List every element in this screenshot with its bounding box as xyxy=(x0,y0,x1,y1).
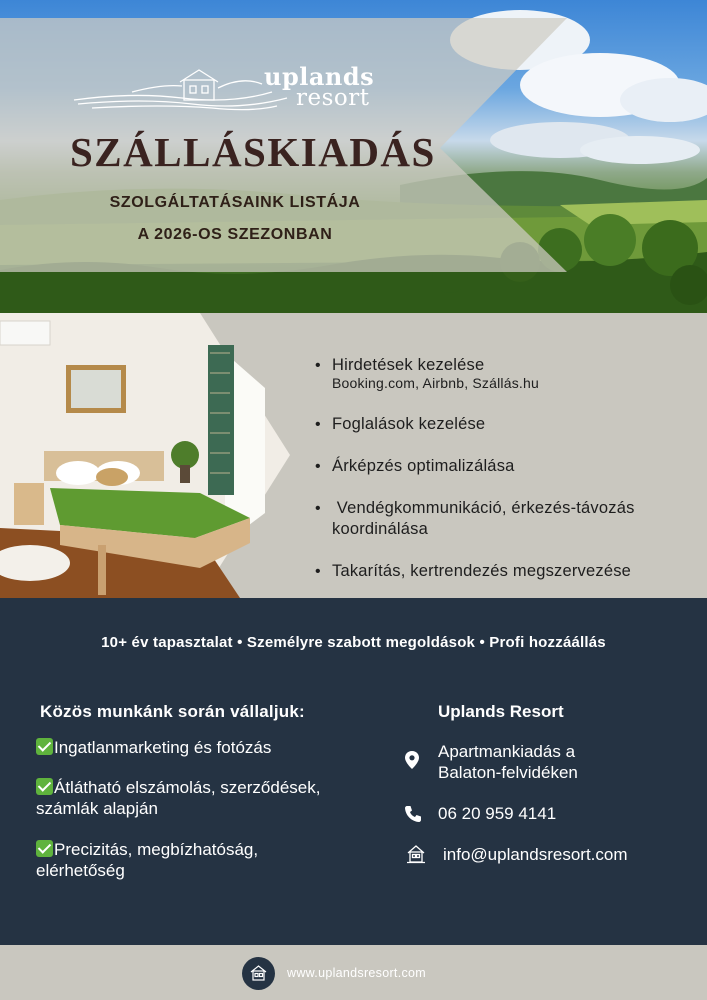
bullet: • xyxy=(315,416,321,433)
services-list xyxy=(312,355,692,582)
list-item xyxy=(312,355,692,392)
commitment-item xyxy=(36,737,346,758)
house-icon xyxy=(242,957,275,990)
footer-logo-badge xyxy=(242,957,275,990)
page-title: SZÁLLÁSKIADÁS xyxy=(70,129,436,175)
house-icon xyxy=(406,844,426,864)
commitment-item xyxy=(36,777,346,819)
service-sublabel: Booking.com, Airbnb, Szállás.hu xyxy=(332,375,539,391)
contact-address: Apartmankiadás a Balaton-felvidéken xyxy=(438,742,578,782)
bedroom-photo xyxy=(0,313,300,598)
commitment-text: Precizitás, megbízhatóság, elérhetőség xyxy=(36,840,259,880)
contact-email[interactable]: info@uplandsresort.com xyxy=(443,845,628,864)
check-mark-icon xyxy=(36,778,53,795)
list-item xyxy=(312,414,692,435)
check-mark-icon xyxy=(36,738,53,755)
bullet: • xyxy=(315,458,321,475)
list-item xyxy=(312,561,692,582)
footer xyxy=(0,945,707,1000)
logo-wordmark-uplands: uplands xyxy=(264,62,375,91)
commitment-text: Ingatlanmarketing és fotózás xyxy=(54,738,272,757)
service-label: Árképzés optimalizálása xyxy=(332,457,515,475)
list-item xyxy=(312,498,692,540)
website-link[interactable]: www.uplandsresort.com xyxy=(287,966,426,980)
tagline: 10+ év tapasztalat • Személyre szabott megoldások • Profi hozzáállás xyxy=(101,634,606,651)
subtitle-line-2: A 2026-OS SZEZONBAN xyxy=(137,226,333,243)
contact-phone[interactable]: 06 20 959 4141 xyxy=(438,804,557,823)
service-label: Foglalások kezelése xyxy=(332,415,486,433)
hero-banner xyxy=(0,0,707,313)
commitment-item xyxy=(36,839,346,881)
bullet: • xyxy=(315,357,321,374)
bullet: • xyxy=(315,563,321,580)
services-section xyxy=(0,313,707,598)
phone-icon xyxy=(403,804,423,824)
logo-wordmark-resort: resort xyxy=(296,85,370,111)
service-label: Takarítás, kertrendezés megszervezése xyxy=(332,562,632,580)
check-mark-icon xyxy=(36,840,53,857)
service-label: Vendégkommunikáció, érkezés-távozás koordinálása xyxy=(332,499,640,538)
list-item xyxy=(312,456,692,477)
service-label: Hirdetések kezelése xyxy=(332,356,485,374)
info-section xyxy=(0,598,707,945)
contact-title: Uplands Resort xyxy=(438,702,564,721)
commitment-text: Átlátható elszámolás, szerződések, számlák alapján xyxy=(36,778,321,818)
commitments-title: Közös munkánk során vállaljuk: xyxy=(40,702,305,721)
location-pin-icon xyxy=(402,750,422,770)
subtitle-line-1: SZOLGÁLTATÁSAINK LISTÁJA xyxy=(109,194,361,211)
bullet: • xyxy=(315,500,321,517)
